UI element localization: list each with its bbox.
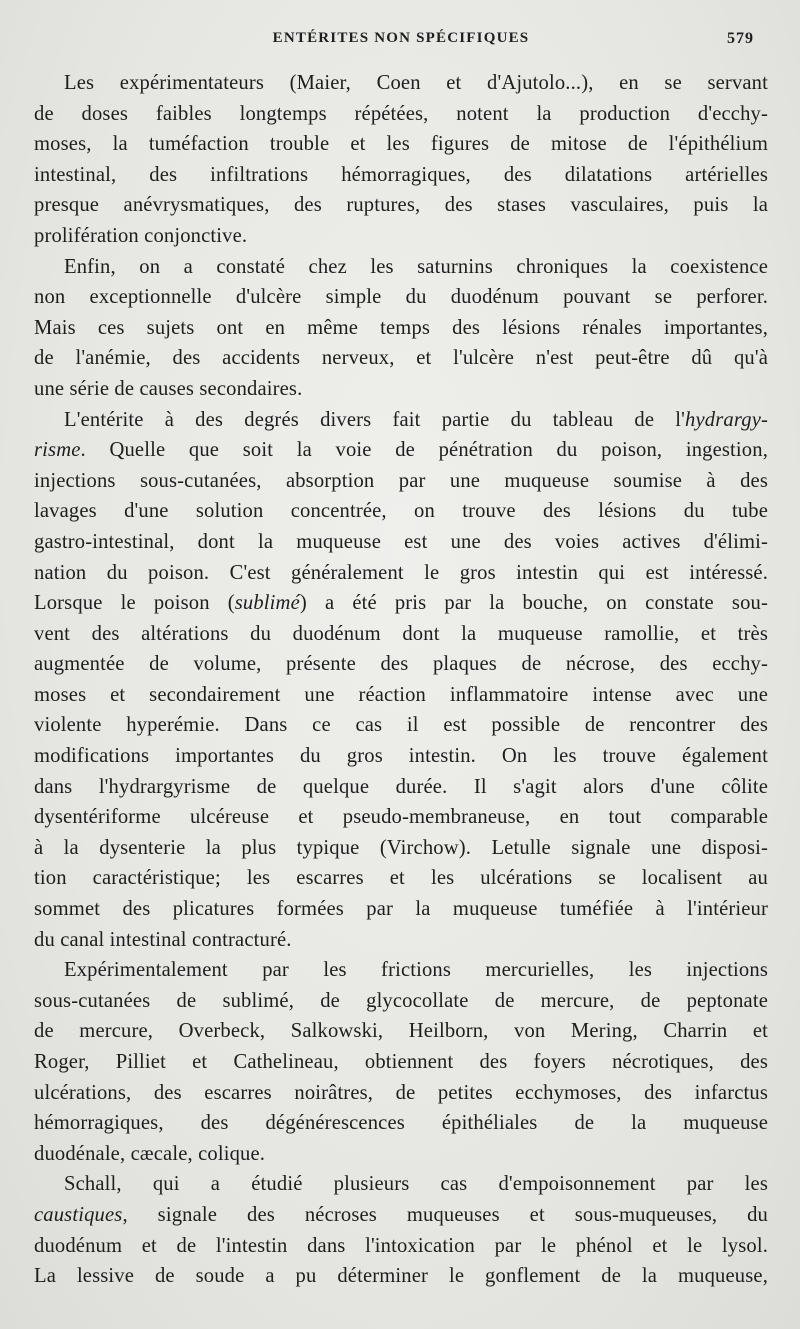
text-line — [34, 619, 768, 650]
paragraph — [34, 1169, 768, 1291]
text-run: ) a été pris par la bouche, on constate sou- — [299, 592, 768, 615]
text-run: Les expérimentateurs (Maier, Coen et d'Ajutolo...), en se servant — [64, 72, 768, 94]
text-run: dysentériforme ulcéreuse et pseudo-membraneuse, en tout comparable — [34, 806, 768, 829]
page-number: 579 — [727, 30, 754, 47]
text-line — [34, 1108, 768, 1139]
text-line — [34, 680, 768, 711]
text-line — [34, 405, 768, 436]
paragraph — [34, 955, 768, 1169]
body-text — [34, 68, 768, 1292]
text-run: intestinal, des infiltrations hémorragiques, des dilatations artérielles — [34, 163, 768, 186]
text-line — [34, 1169, 768, 1200]
text-line — [34, 649, 768, 680]
text-line — [34, 129, 768, 160]
text-run: tion caractéristique; les escarres et les ulcérations se localisent au — [34, 867, 768, 890]
italic-term: sublimé — [234, 592, 300, 615]
text-line — [34, 1047, 768, 1078]
text-line — [34, 527, 768, 558]
text-line — [34, 466, 768, 497]
text-run: Lorsque le poison ( — [34, 592, 235, 615]
text-run: de mercure, Overbeck, Salkowski, Heilborn, von Mering, Charrin et — [34, 1020, 768, 1043]
text-line — [34, 435, 768, 466]
text-run: sous-cutanées de sublimé, de glycocollate de mercure, de peptonate — [34, 989, 768, 1012]
text-line — [34, 252, 768, 283]
running-title: ENTÉRITES NON SPÉCIFIQUES — [272, 30, 530, 46]
text-run: , signale des nécroses muqueuses et sous-muqueuses, du — [122, 1203, 768, 1226]
text-line — [34, 925, 768, 956]
text-run: violente hyperémie. Dans ce cas il est possible de rencontrer des — [34, 714, 768, 737]
text-run: à la dysenterie la plus typique (Virchow). Letulle signale une disposi- — [34, 836, 768, 859]
text-line — [34, 160, 768, 191]
text-line — [34, 1016, 768, 1047]
text-line — [34, 1139, 768, 1170]
text-run: du canal intestinal contracturé. — [34, 928, 292, 951]
text-line — [34, 1261, 768, 1292]
text-run: presque anévrysmatiques, des ruptures, des stases vasculaires, puis la — [34, 194, 768, 217]
paragraph — [34, 405, 768, 956]
text-line — [34, 558, 768, 589]
text-line — [34, 190, 768, 221]
text-line — [34, 802, 768, 833]
text-run: dans l'hydrargyrisme de quelque durée. Il s'agit alors d'une côlite — [34, 775, 768, 798]
text-run: Expérimentalement par les frictions mercurielles, les injections — [64, 959, 768, 982]
text-run: prolifération conjonctive. — [34, 224, 248, 247]
paragraph — [34, 252, 768, 405]
text-line — [34, 221, 768, 252]
text-line — [34, 894, 768, 925]
italic-term: hydrargy- — [685, 408, 768, 431]
text-run: une série de causes secondaires. — [34, 377, 303, 400]
text-run: . Quelle que soit la voie de pénétration du poison, ingestion, — [80, 439, 768, 462]
text-run: duodénale, cæcale, colique. — [34, 1142, 266, 1165]
text-run: nation du poison. C'est généralement le gros intestin qui est intéressé. — [34, 561, 768, 584]
page-header — [34, 30, 768, 56]
text-line — [34, 741, 768, 772]
text-run: duodénum et de l'intestin dans l'intoxication par le phénol et le lysol. — [34, 1234, 768, 1257]
text-line — [34, 343, 768, 374]
text-run: Enfin, on a constaté chez les saturnins chroniques la coexistence — [64, 255, 768, 278]
text-run: Mais ces sujets ont en même temps des lésions rénales importantes, — [34, 316, 768, 339]
text-run: gastro-intestinal, dont la muqueuse est une des voies actives d'élimi- — [34, 530, 768, 553]
text-line — [34, 1078, 768, 1109]
text-run: de l'anémie, des accidents nerveux, et l'ulcère n'est peut-être dû qu'à — [34, 347, 768, 370]
text-run: modifications importantes du gros intestin. On les trouve également — [34, 745, 768, 768]
italic-term: caustiques — [34, 1203, 123, 1226]
text-run: lavages d'une solution concentrée, on trouve des lésions du tube — [34, 500, 768, 523]
text-run: augmentée de volume, présente des plaques de nécrose, des ecchy- — [34, 653, 768, 676]
text-run: moses, la tuméfaction trouble et les figures de mitose de l'épithélium — [34, 133, 768, 156]
text-run: moses et secondairement une réaction inflammatoire intense avec une — [34, 683, 768, 706]
text-run: Schall, qui a étudié plusieurs cas d'empoisonnement par les — [64, 1173, 768, 1196]
text-run: hémorragiques, des dégénérescences épithéliales de la muqueuse — [34, 1112, 768, 1135]
text-line — [34, 955, 768, 986]
text-line — [34, 99, 768, 130]
text-line — [34, 710, 768, 741]
text-run: L'entérite à des degrés divers fait partie du tableau de l' — [64, 408, 686, 431]
text-run: injections sous-cutanées, absorption par une muqueuse soumise à des — [34, 469, 768, 492]
text-run: sommet des plicatures formées par la muqueuse tuméfiée à l'intérieur — [34, 898, 768, 921]
text-run: non exceptionnelle d'ulcère simple du duodénum pouvant se perforer. — [34, 286, 768, 309]
text-line — [34, 833, 768, 864]
text-run: vent des altérations du duodénum dont la muqueuse ramollie, et très — [34, 622, 768, 645]
text-line — [34, 1231, 768, 1262]
text-line — [34, 1200, 768, 1231]
text-run: Roger, Pilliet et Cathelineau, obtiennent des foyers nécrotiques, des — [34, 1051, 768, 1073]
paragraph — [34, 68, 768, 252]
text-run: La lessive de soude a pu déterminer le gonflement de la muqueuse, — [34, 1265, 768, 1288]
text-run: ulcérations, des escarres noirâtres, de petites ecchymoses, des infarctus — [34, 1081, 768, 1104]
text-line — [34, 588, 768, 619]
text-line — [34, 772, 768, 803]
text-line — [34, 986, 768, 1017]
text-line — [34, 374, 768, 405]
text-run: de doses faibles longtemps répétées, notent la production d'ecchy- — [34, 102, 768, 125]
text-line — [34, 313, 768, 344]
book-page — [34, 30, 768, 1292]
text-line — [34, 68, 768, 99]
text-line — [34, 496, 768, 527]
text-line — [34, 282, 768, 313]
italic-term: risme — [34, 439, 81, 462]
text-line — [34, 863, 768, 894]
